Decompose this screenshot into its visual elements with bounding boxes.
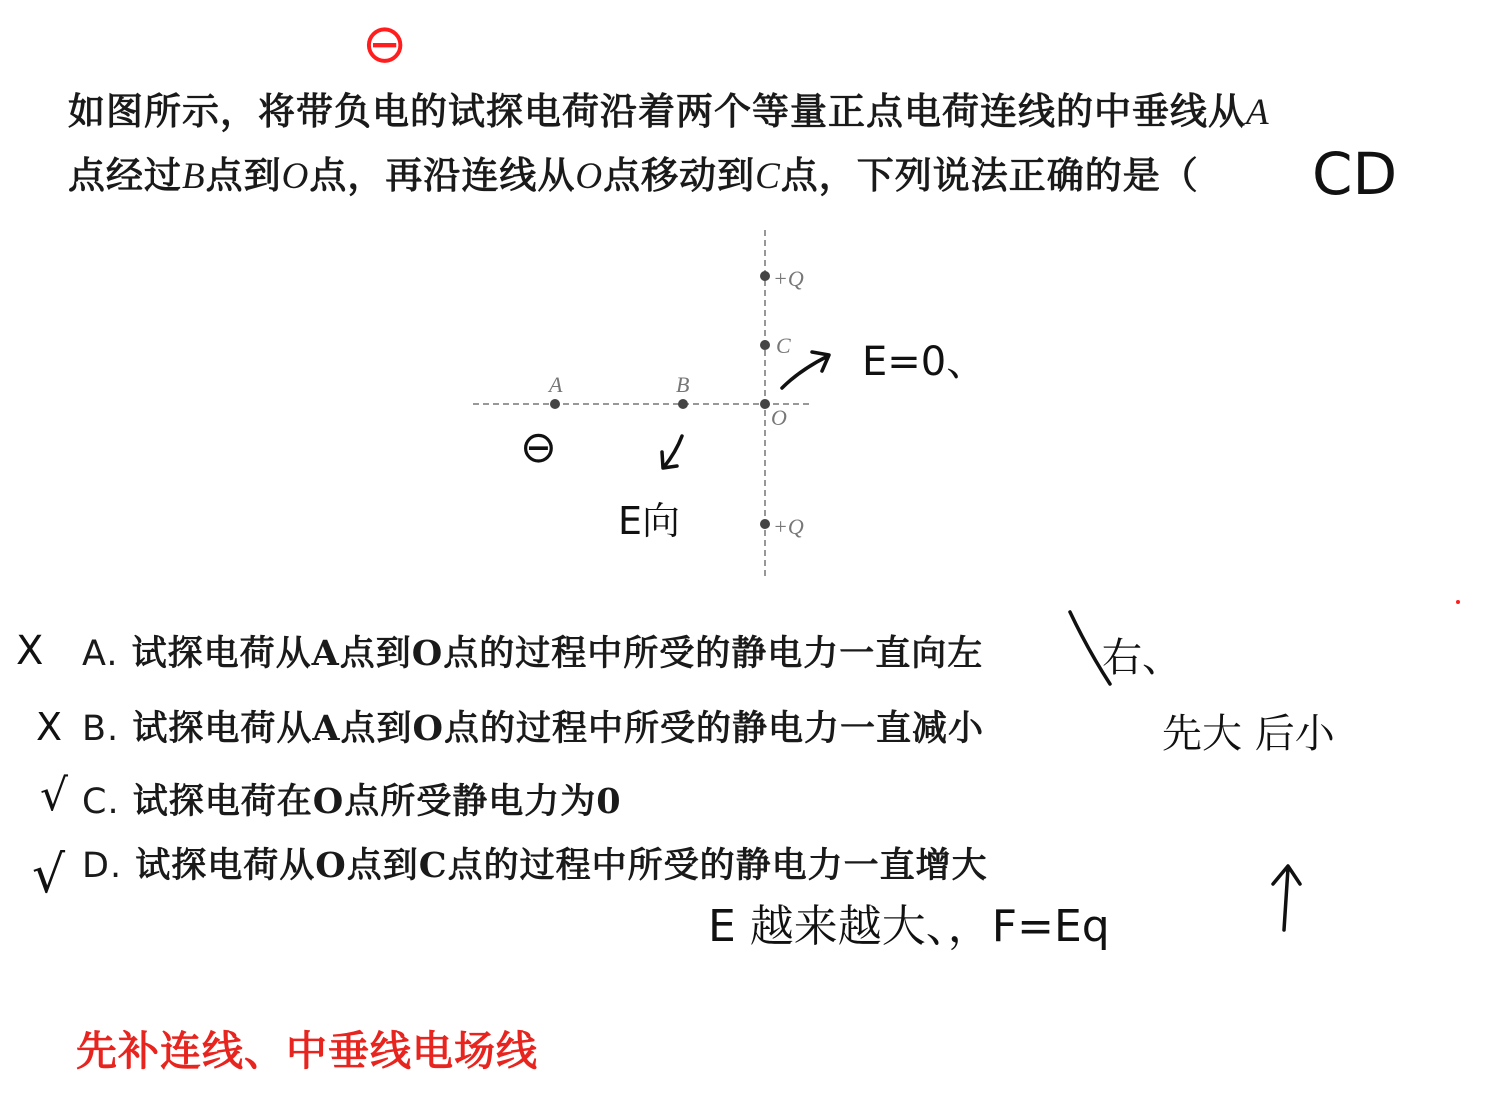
point-o-dot bbox=[760, 399, 770, 409]
point-b-label: B bbox=[676, 372, 690, 397]
handwritten-answer: CD bbox=[1312, 140, 1398, 208]
top-charge-dot bbox=[760, 271, 770, 281]
point-o-label: O bbox=[771, 405, 787, 430]
point-c-dot bbox=[760, 340, 770, 350]
red-dot-icon bbox=[1456, 600, 1460, 604]
mark-right-c: √ bbox=[40, 770, 69, 821]
handwritten-field-zero: E=0、 bbox=[862, 339, 987, 385]
point-a-label: A bbox=[549, 372, 563, 397]
point-b-dot bbox=[678, 399, 688, 409]
handwritten-field-direction: E向 bbox=[618, 499, 681, 543]
question-line-2: 点经过B点到O点，再沿连线从O点移动到C点，下列说法正确的是（ bbox=[68, 153, 1199, 197]
question-line-1: 如图所示，将带负电的试探电荷沿着两个等量正点电荷连线的中垂线从A bbox=[68, 89, 1270, 133]
point-c-label: C bbox=[776, 333, 791, 358]
option-d: D. 试探电荷从O点到C点的过程中所受的静电力一直增大 bbox=[82, 845, 988, 886]
mark-right-d: √ bbox=[32, 845, 66, 905]
bottom-charge-label: +Q bbox=[773, 514, 804, 539]
mark-wrong-b: X bbox=[36, 705, 63, 749]
arrow-up-icon bbox=[1273, 866, 1300, 930]
question-text bbox=[68, 80, 1428, 208]
mark-wrong-a: X bbox=[16, 628, 44, 674]
charge-sign-mark: ⊖ bbox=[520, 422, 557, 473]
handwritten-b-note: 先大 后小 bbox=[1162, 711, 1335, 757]
option-c: C. 试探电荷在O点所受静电力为0 bbox=[82, 781, 622, 822]
top-charge-label: +Q bbox=[773, 266, 804, 291]
hint-text: 先补连线、中垂线电场线 bbox=[76, 1027, 538, 1075]
option-a: A. 试探电荷从A点到O点的过程中所受的静电力一直向左 bbox=[82, 633, 984, 674]
handwritten-right-word: 右、 bbox=[1102, 635, 1182, 681]
point-a-dot bbox=[550, 399, 560, 409]
bottom-charge-dot bbox=[760, 519, 770, 529]
handwritten-d-note: E 越来越大、，F=Eq bbox=[708, 901, 1110, 952]
option-b: B. 试探电荷从A点到O点的过程中所受的静电力一直减小 bbox=[82, 708, 984, 749]
red-charge-sign-mark: ⊖ bbox=[362, 12, 408, 75]
